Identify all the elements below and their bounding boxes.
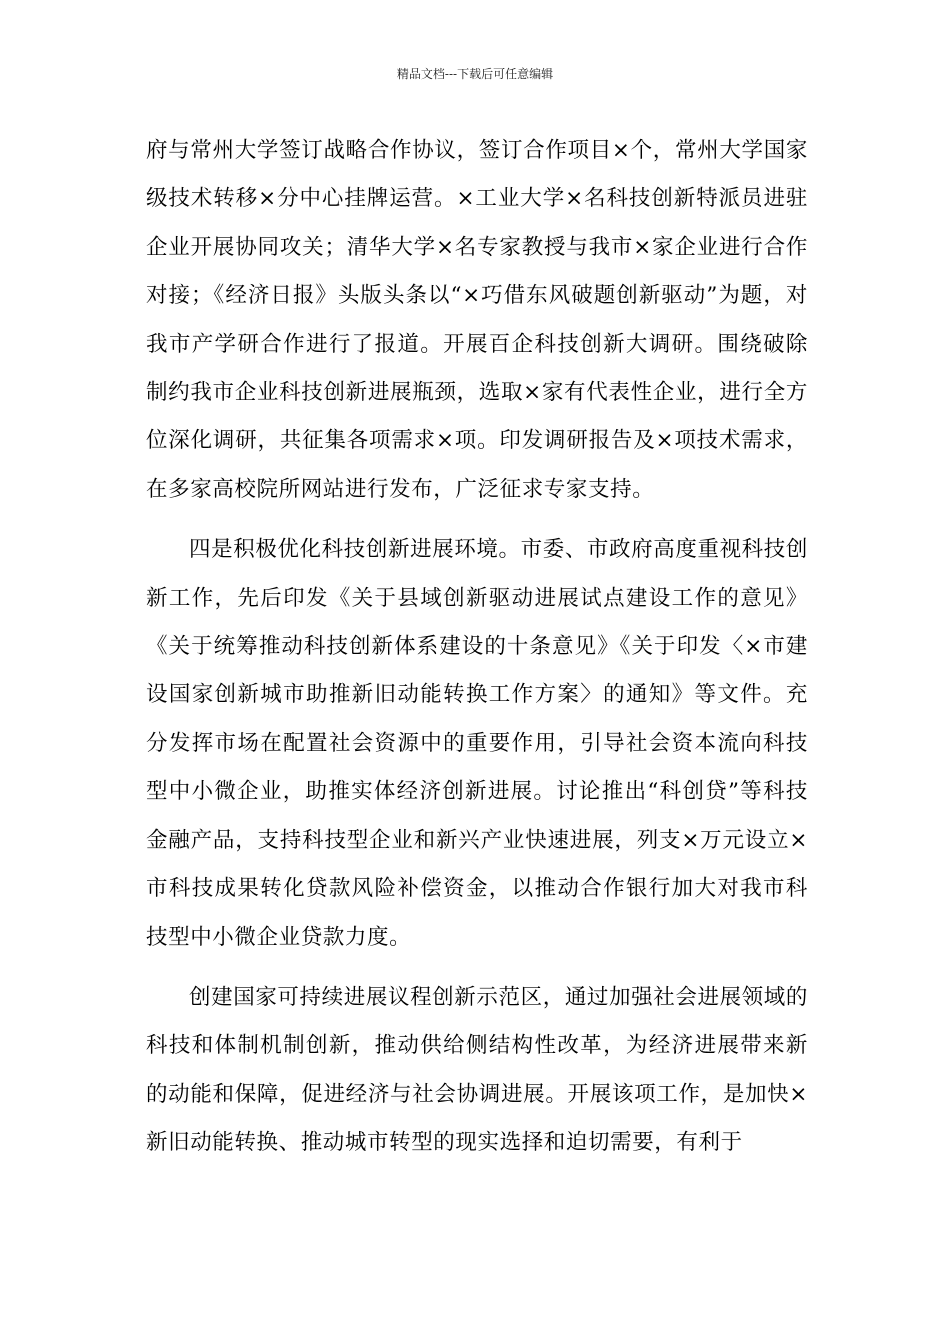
document-body bbox=[146, 127, 808, 1168]
paragraph-1: 府与常州大学签订战略合作协议，签订合作项目×个，常州大学国家级技术转移×分中心挂牌运营。×工业大学×名科技创新特派员进驻企业开展协同攻关；清华大学×名专家教授与我市×家企业进行合作对接；《经济日报》头版头条以“×巧借东风破题创新驱动”为题，对我市产学研合作进行了报道。开展百企科技创新大调研。围绕破除制约我市企业科技创新进展瓶颈，选取×家有代表性企业，进行全方位深化调研，共征集各项需求×项。印发调研报告及×项技术需求，在多家高校院所网站进行发布，广泛征求专家支持。 bbox=[146, 138, 808, 502]
paragraph-3: 创建国家可持续进展议程创新示范区，通过加强社会进展领域的科技和体制机制创新，推动供给侧结构性改革，为经济进展带来新的动能和保障，促进经济与社会协调进展。开展该项工作，是加快×新旧动能转换、推动城市转型的现实选择和迫切需要，有利于 bbox=[146, 984, 808, 1156]
paragraph-2: 四是积极优化科技创新进展环境。市委、市政府高度重视科技创新工作，先后印发《关于县域创新驱动进展试点建设工作的意见》《关于统筹推动科技创新体系建设的十条意见》《关于印发〈×市建设国家创新城市助推新旧动能转换工作方案〉的通知》等文件。充分发挥市场在配置社会资源中的重要作用，引导社会资本流向科技型中小微企业，助推实体经济创新进展。讨论推出“科创贷”等科技金融产品，支持科技型企业和新兴产业快速进展，列支×万元设立×市科技成果转化贷款风险补偿资金，以推动合作银行加大对我市科技型中小微企业贷款力度。 bbox=[146, 537, 808, 950]
page-header: 精品文档---下载后可任意编辑 bbox=[396, 67, 554, 81]
